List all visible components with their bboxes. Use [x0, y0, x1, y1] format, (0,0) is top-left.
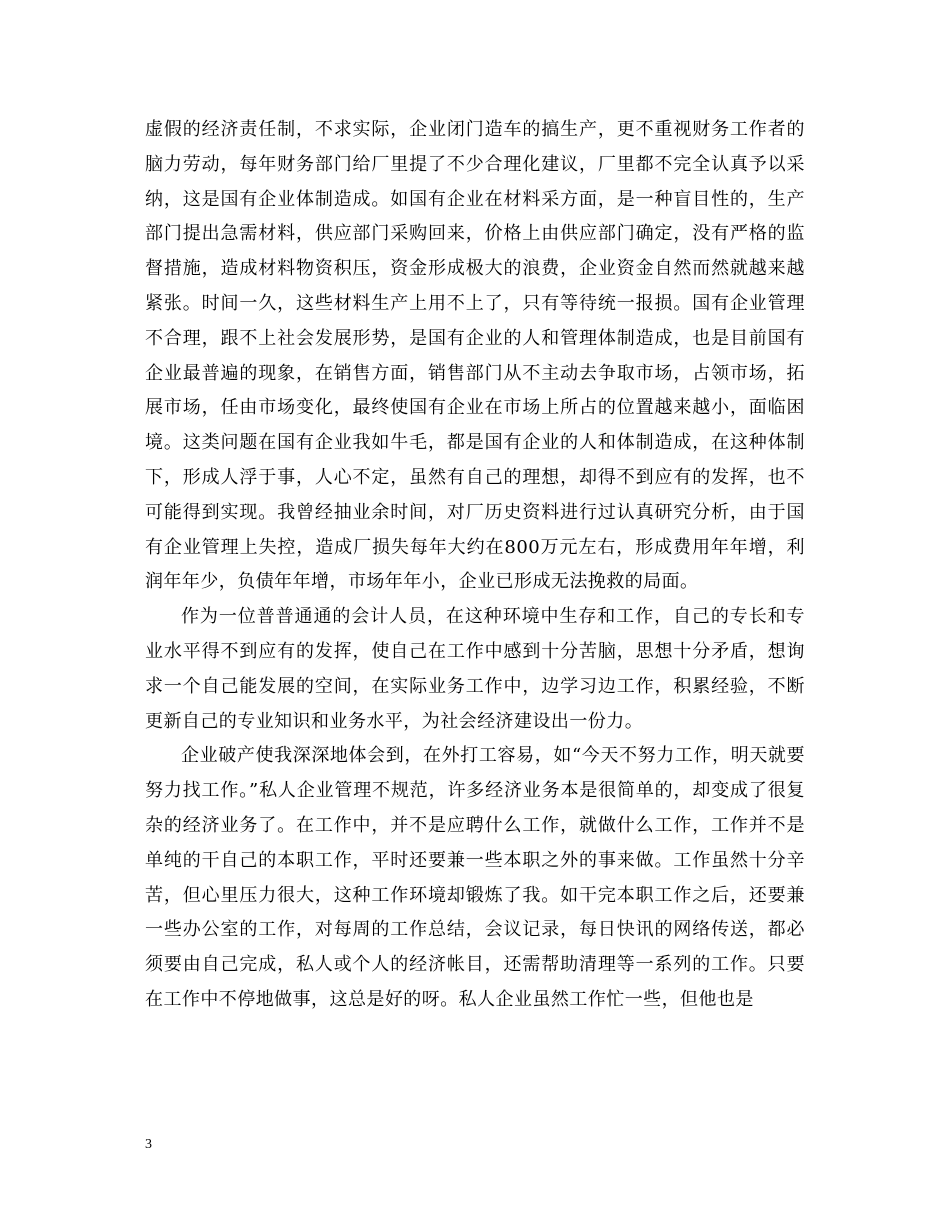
- body-paragraph-3: 企业破产使我深深地体会到，在外打工容易，如“今天不努力工作，明天就要努力找工作。”私人企业管理不规范，许多经济业务本是很简单的，却变成了很复杂的经济业务了。在工作中，并不是应聘什么工作，就做什么工作，工作并不是单纯的干自己的本职工作，平时还要兼一些本职之外的事来做。工作虽然十分辛苦，但心里压力很大，这种工作环境却锻炼了我。如干完本职工作之后，还要兼一些办公室的工作，对每周的工作总结，会议记录，每日快讯的网络传送，都必须要由自己完成，私人或个人的经济帐目，还需帮助清理等一系列的工作。只要在工作中不停地做事，这总是好的呀。私人企业虽然工作忙一些，但他也是: [145, 745, 805, 1010]
- page-number: 3: [145, 1137, 152, 1152]
- body-paragraph-1: 虚假的经济责任制，不求实际，企业闭门造车的搞生产，更不重视财务工作者的脑力劳动，每年财务部门给厂里提了不少合理化建议，厂里都不完全认真予以采纳，这是国有企业体制造成。如国有企业在材料采方面，是一种盲目性的，生产部门提出急需材料，供应部门采购回来，价格上由供应部门确定，没有严格的监督措施，造成材料物资积压，资金形成极大的浪费，企业资金自然而然就越来越紧张。时间一久，这些材料生产上用不上了，只有等待统一报损。国有企业管理不合理，跟不上社会发展形势，是国有企业的人和管理体制造成，也是目前国有企业最普遍的现象，在销售方面，销售部门从不主动去争取市场，占领市场，拓展市场，任由市场变化，最终使国有企业在市场上所占的位置越来越小，面临困境。这类问题在国有企业我如牛毛，都是国有企业的人和体制造成，在这种体制下，形成人浮于事，人心不定，虽然有自己的理想，却得不到应有的发挥，也不可能得到实现。我曾经抽业余时间，对厂历史资料进行过认真研究分析，由于国有企业管理上失控，造成厂损失每年大约在800万元左右，形成费用年年增，利润年年少，负债年年增，市场年年小，企业已形成无法挽救的局面。: [145, 119, 805, 593]
- document-body: [145, 113, 805, 1018]
- body-paragraph-2: 作为一位普普通通的会计人员，在这种环境中生存和工作，自己的专长和专业水平得不到应有的发挥，使自己在工作中感到十分苦脑，思想十分矛盾，想询求一个自己能发展的空间，在实际业务工作中，边学习边工作，积累经验，不断更新自己的专业知识和业务水平，为社会经济建设出一份力。: [145, 606, 805, 732]
